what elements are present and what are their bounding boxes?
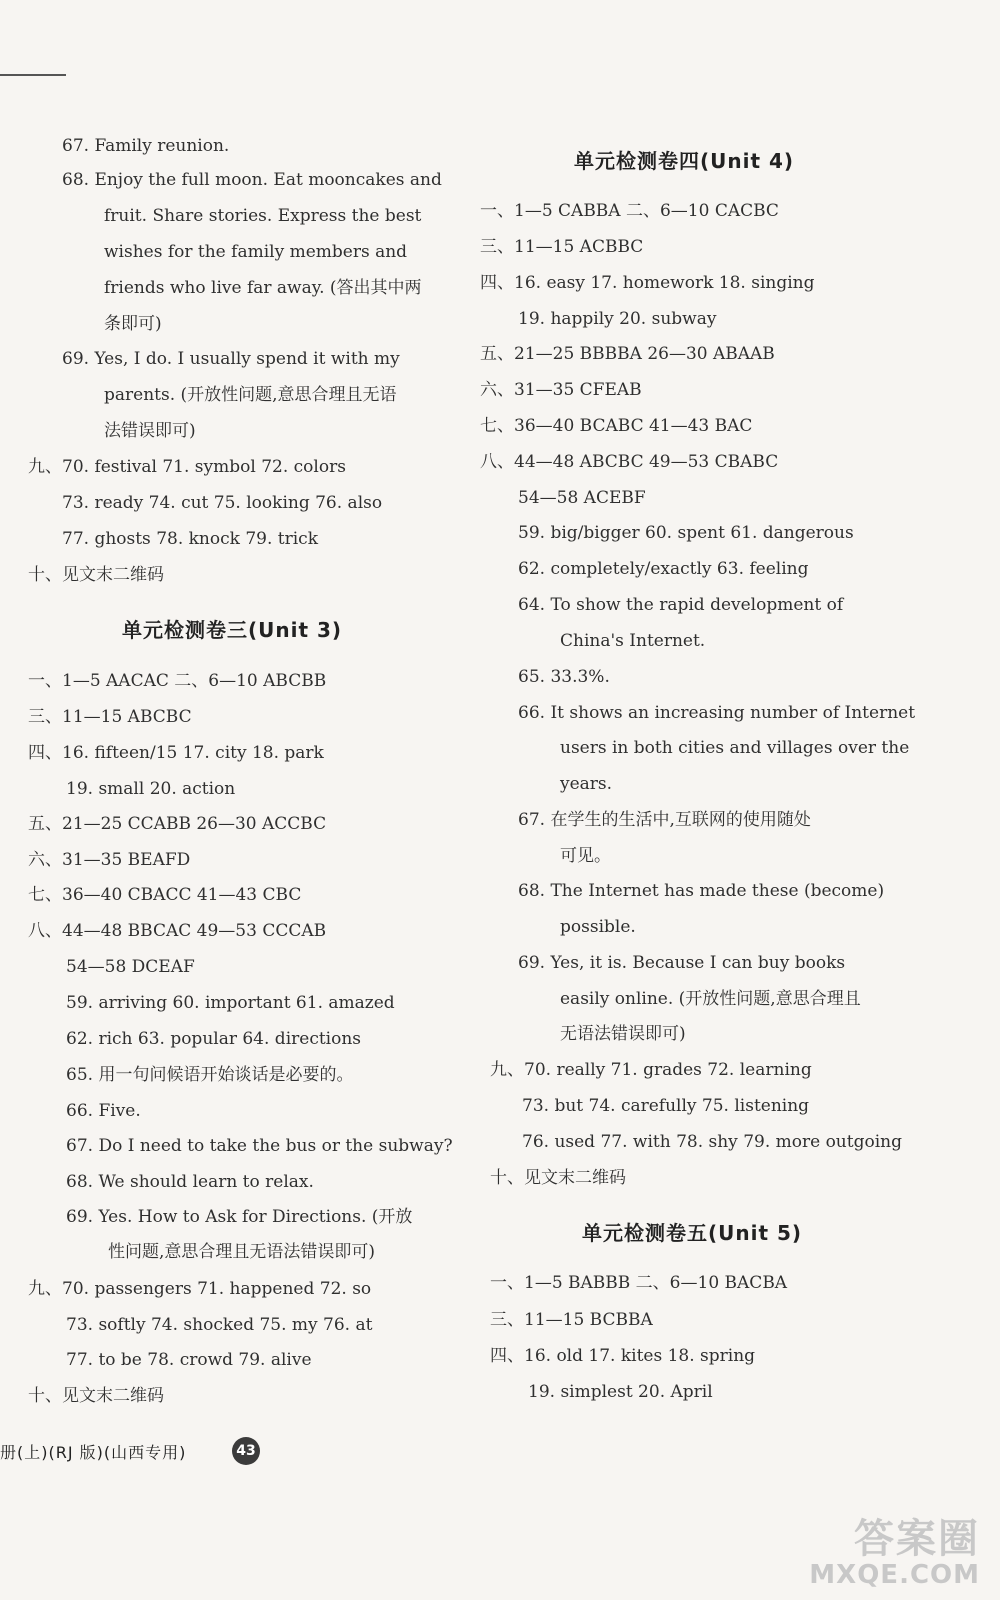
answer-paragraph (62, 341, 400, 449)
answer-line: 性问题,意思合理且无语法错误即可) (108, 1242, 376, 1262)
answer-line: 九、70. passengers 71. happened 72. so (28, 1279, 372, 1299)
answer-line: 十、见文末二维码 (28, 565, 164, 585)
answer-line: 十、见文末二维码 (28, 1386, 164, 1406)
answer-line: parents. (开放性问题,意思合理且无语 (104, 385, 397, 405)
answer-line: 54—58 ACEBF (518, 488, 646, 508)
answer-line: 八、44—48 BBCAC 49—53 CCCAB (28, 921, 327, 941)
answer-line: 67. 在学生的生活中,互联网的使用随处 (518, 810, 811, 830)
answer-line: China's Internet. (560, 631, 706, 651)
answer-line: 69. Yes. How to Ask for Directions. (开放 (66, 1207, 413, 1227)
answer-line: 六、31—35 BEAFD (28, 850, 191, 870)
answer-line: 19. small 20. action (66, 779, 236, 799)
answer-line: 无语法错误即可) (560, 1024, 686, 1044)
answer-line: 一、1—5 AACAC 二、6—10 ABCBB (28, 671, 327, 691)
answer-line: 62. completely/exactly 63. feeling (518, 559, 809, 579)
unit4-title: 单元检测卷四(Unit 4) (574, 149, 795, 173)
answer-line: 一、1—5 CABBA 二、6—10 CACBC (480, 201, 779, 221)
answer-line: 一、1—5 BABBB 二、6—10 BACBA (490, 1273, 788, 1293)
answer-line: 六、31—35 CFEAB (480, 380, 642, 400)
answer-line: 七、36—40 BCABC 41—43 BAC (480, 416, 753, 436)
watermark (809, 1517, 980, 1590)
answer-line: years. (560, 774, 613, 794)
answer-line: 19. happily 20. subway (518, 309, 717, 329)
answer-line: 59. arriving 60. important 61. amazed (66, 993, 395, 1013)
page-number-badge: 43 (232, 1437, 260, 1465)
unit5-title: 单元检测卷五(Unit 5) (582, 1221, 803, 1245)
answer-line: 77. ghosts 78. knock 79. trick (62, 529, 318, 549)
answer-line: fruit. Share stories. Express the best (104, 206, 422, 226)
answer-line: 八、44—48 ABCBC 49—53 CBABC (480, 452, 779, 472)
answer-line: 九、70. festival 71. symbol 72. colors (28, 457, 346, 477)
answer-line: possible. (560, 917, 636, 937)
answer-line: 73. softly 74. shocked 75. my 76. at (66, 1315, 373, 1335)
answer-line: 65. 33.3%. (518, 667, 610, 687)
answer-line: 68. Enjoy the full moon. Eat mooncakes and (62, 170, 442, 190)
answer-line: 三、11—15 ACBBC (480, 237, 644, 257)
answer-line: 四、16. fifteen/15 17. city 18. park (28, 743, 324, 763)
answer-line: 73. but 74. carefully 75. listening (522, 1096, 810, 1116)
answer-line: 64. To show the rapid development of (518, 595, 844, 615)
answer-line: easily online. (开放性问题,意思合理且 (560, 989, 861, 1009)
answer-line: 68. The Internet has made these (become) (518, 881, 885, 901)
answer-line: 可见。 (560, 846, 611, 866)
answer-line: 62. rich 63. popular 64. directions (66, 1029, 362, 1049)
answer-paragraph (62, 162, 442, 342)
answer-line: 十、见文末二维码 (490, 1168, 626, 1188)
answer-line: 59. big/bigger 60. spent 61. dangerous (518, 523, 854, 543)
answer-line: 66. It shows an increasing number of Internet (518, 703, 916, 723)
answer-line: 九、70. really 71. grades 72. learning (490, 1060, 812, 1080)
answer-line: 54—58 DCEAF (66, 957, 195, 977)
answer-line: 五、21—25 CCABB 26—30 ACCBC (28, 814, 327, 834)
answer-line: 条即可) (104, 314, 162, 334)
footer-book-label: 册(上)(RJ 版)(山西专用) (0, 1443, 187, 1462)
answer-line: 四、16. easy 17. homework 18. singing (480, 273, 815, 293)
answer-line: users in both cities and villages over the (560, 738, 910, 758)
answer-line: 73. ready 74. cut 75. looking 76. also (62, 493, 383, 513)
answer-line: 67. Family reunion. (62, 136, 230, 156)
watermark-url: MXQE.COM (809, 1560, 980, 1591)
answer-line: 66. Five. (66, 1101, 141, 1121)
answer-line: 77. to be 78. crowd 79. alive (66, 1350, 312, 1370)
top-rule (0, 74, 66, 76)
answer-line: 67. Do I need to take the bus or the subway? (66, 1136, 453, 1156)
answer-line: wishes for the family members and (104, 242, 408, 262)
answer-line: 七、36—40 CBACC 41—43 CBC (28, 885, 302, 905)
answer-line: 五、21—25 BBBBA 26—30 ABAAB (480, 344, 775, 364)
answer-line: 三、11—15 BCBBA (490, 1310, 653, 1330)
answer-line: 76. used 77. with 78. shy 79. more outgoing (522, 1132, 902, 1152)
answer-line: 69. Yes, it is. Because I can buy books (518, 953, 846, 973)
unit3-title: 单元检测卷三(Unit 3) (122, 618, 343, 642)
watermark-logo-text: 答案圈 (854, 1516, 980, 1563)
answer-line: 65. 用一句问候语开始谈话是必要的。 (66, 1065, 354, 1085)
answer-line: 三、11—15 ABCBC (28, 707, 192, 727)
answer-line: 法错误即可) (104, 421, 196, 441)
answer-line: 四、16. old 17. kites 18. spring (490, 1346, 756, 1366)
answer-line: 19. simplest 20. April (528, 1382, 713, 1402)
answer-line: friends who live far away. (答出其中两 (104, 278, 422, 298)
answer-line: 69. Yes, I do. I usually spend it with my (62, 349, 400, 369)
answer-line: 68. We should learn to relax. (66, 1172, 314, 1192)
